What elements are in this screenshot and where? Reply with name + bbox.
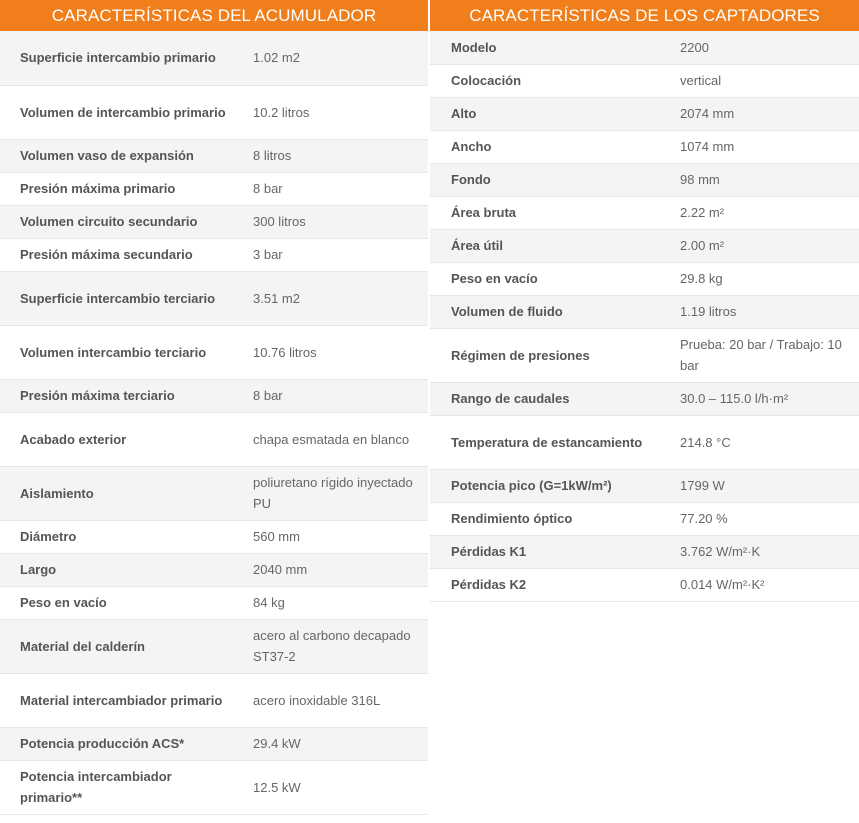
row-value: chapa esmatada en blanco xyxy=(241,412,428,466)
row-label: Régimen de presiones xyxy=(430,328,668,382)
row-value: 30.0 – 115.0 l/h·m² xyxy=(668,382,859,415)
table-row xyxy=(430,295,859,328)
row-label: Peso en vacío xyxy=(0,586,241,619)
table-row xyxy=(430,31,859,64)
row-label: Volumen vaso de expansión xyxy=(0,139,241,172)
row-label: Presión máxima terciario xyxy=(0,379,241,412)
row-label: Área útil xyxy=(430,229,668,262)
row-value: 29.8 kg xyxy=(668,262,859,295)
table-row xyxy=(0,379,428,412)
table-row xyxy=(0,172,428,205)
row-value: 84 kg xyxy=(241,586,428,619)
row-value: 8 bar xyxy=(241,172,428,205)
row-value: acero al carbono decapado ST37-2 xyxy=(241,619,428,673)
row-label: Modelo xyxy=(430,31,668,64)
row-label: Temperatura de estancamiento xyxy=(430,415,668,469)
row-value: 10.76 litros xyxy=(241,325,428,379)
row-label: Fondo xyxy=(430,163,668,196)
row-label: Largo xyxy=(0,553,241,586)
table-row xyxy=(430,415,859,469)
table-row xyxy=(0,325,428,379)
row-label: Volumen intercambio terciario xyxy=(0,325,241,379)
table-row xyxy=(0,31,428,85)
row-value: acero inoxidable 316L xyxy=(241,673,428,727)
collectors-table xyxy=(430,31,859,602)
row-value: 560 mm xyxy=(241,520,428,553)
table-row xyxy=(430,502,859,535)
row-label: Potencia pico (G=1kW/m²) xyxy=(430,469,668,502)
table-row xyxy=(0,238,428,271)
row-value: 1.02 m2 xyxy=(241,31,428,85)
row-label: Potencia intercambiador primario** xyxy=(0,760,241,814)
row-value: poliuretano rígido inyectado PU xyxy=(241,466,428,520)
table-row xyxy=(0,466,428,520)
table-row xyxy=(0,619,428,673)
row-value: 0.014 W/m²·K² xyxy=(668,568,859,601)
row-value: 1799 W xyxy=(668,469,859,502)
table-row xyxy=(430,130,859,163)
table-row xyxy=(430,568,859,601)
row-label: Volumen de intercambio primario xyxy=(0,85,241,139)
collectors-title: CARACTERÍSTICAS DE LOS CAPTADORES xyxy=(430,0,859,31)
table-row xyxy=(430,262,859,295)
row-label: Alto xyxy=(430,97,668,130)
row-label: Ancho xyxy=(430,130,668,163)
row-value: 8 litros xyxy=(241,139,428,172)
row-label: Pérdidas K1 xyxy=(430,535,668,568)
row-value: 214.8 °C xyxy=(668,415,859,469)
row-label: Volumen circuito secundario xyxy=(0,205,241,238)
row-value: 1.19 litros xyxy=(668,295,859,328)
row-label: Volumen de fluido xyxy=(430,295,668,328)
table-row xyxy=(430,328,859,382)
row-label: Potencia producción ACS* xyxy=(0,727,241,760)
row-value: 3.762 W/m²·K xyxy=(668,535,859,568)
row-value: 2.22 m² xyxy=(668,196,859,229)
row-value: 2040 mm xyxy=(241,553,428,586)
table-row xyxy=(0,271,428,325)
row-value: 98 mm xyxy=(668,163,859,196)
table-row xyxy=(0,673,428,727)
table-row xyxy=(430,469,859,502)
table-row xyxy=(0,520,428,553)
table-row xyxy=(430,97,859,130)
row-value: 77.20 % xyxy=(668,502,859,535)
row-value: 2.00 m² xyxy=(668,229,859,262)
table-row xyxy=(430,196,859,229)
table-row xyxy=(0,727,428,760)
row-label: Peso en vacío xyxy=(430,262,668,295)
row-label: Material intercambiador primario xyxy=(0,673,241,727)
row-label: Colocación xyxy=(430,64,668,97)
table-row xyxy=(0,205,428,238)
table-row xyxy=(0,760,428,814)
row-label: Rendimiento óptico xyxy=(430,502,668,535)
row-label: Presión máxima primario xyxy=(0,172,241,205)
table-row xyxy=(0,139,428,172)
row-value: 300 litros xyxy=(241,205,428,238)
row-label: Área bruta xyxy=(430,196,668,229)
row-label: Superficie intercambio primario xyxy=(0,31,241,85)
row-value: 3.51 m2 xyxy=(241,271,428,325)
table-row xyxy=(430,64,859,97)
row-value: 2074 mm xyxy=(668,97,859,130)
row-label: Rango de caudales xyxy=(430,382,668,415)
row-label: Aislamiento xyxy=(0,466,241,520)
table-row xyxy=(0,553,428,586)
row-value: 8 bar xyxy=(241,379,428,412)
table-row xyxy=(0,586,428,619)
row-label: Presión máxima secundario xyxy=(0,238,241,271)
accumulator-table xyxy=(0,31,428,815)
row-value: 1074 mm xyxy=(668,130,859,163)
row-value: 10.2 litros xyxy=(241,85,428,139)
table-row xyxy=(430,535,859,568)
table-row xyxy=(430,382,859,415)
table-row xyxy=(430,163,859,196)
row-label: Material del calderín xyxy=(0,619,241,673)
row-value: Prueba: 20 bar / Trabajo: 10 bar xyxy=(668,328,859,382)
row-value: 2200 xyxy=(668,31,859,64)
row-label: Superficie intercambio terciario xyxy=(0,271,241,325)
row-value: 12.5 kW xyxy=(241,760,428,814)
table-row xyxy=(430,229,859,262)
row-value: 29.4 kW xyxy=(241,727,428,760)
accumulator-panel xyxy=(0,0,428,815)
row-label: Diámetro xyxy=(0,520,241,553)
accumulator-title: CARACTERÍSTICAS DEL ACUMULADOR xyxy=(0,0,428,31)
table-row xyxy=(0,85,428,139)
row-label: Pérdidas K2 xyxy=(430,568,668,601)
row-value: vertical xyxy=(668,64,859,97)
row-label: Acabado exterior xyxy=(0,412,241,466)
table-row xyxy=(0,412,428,466)
row-value: 3 bar xyxy=(241,238,428,271)
collectors-panel xyxy=(430,0,859,602)
